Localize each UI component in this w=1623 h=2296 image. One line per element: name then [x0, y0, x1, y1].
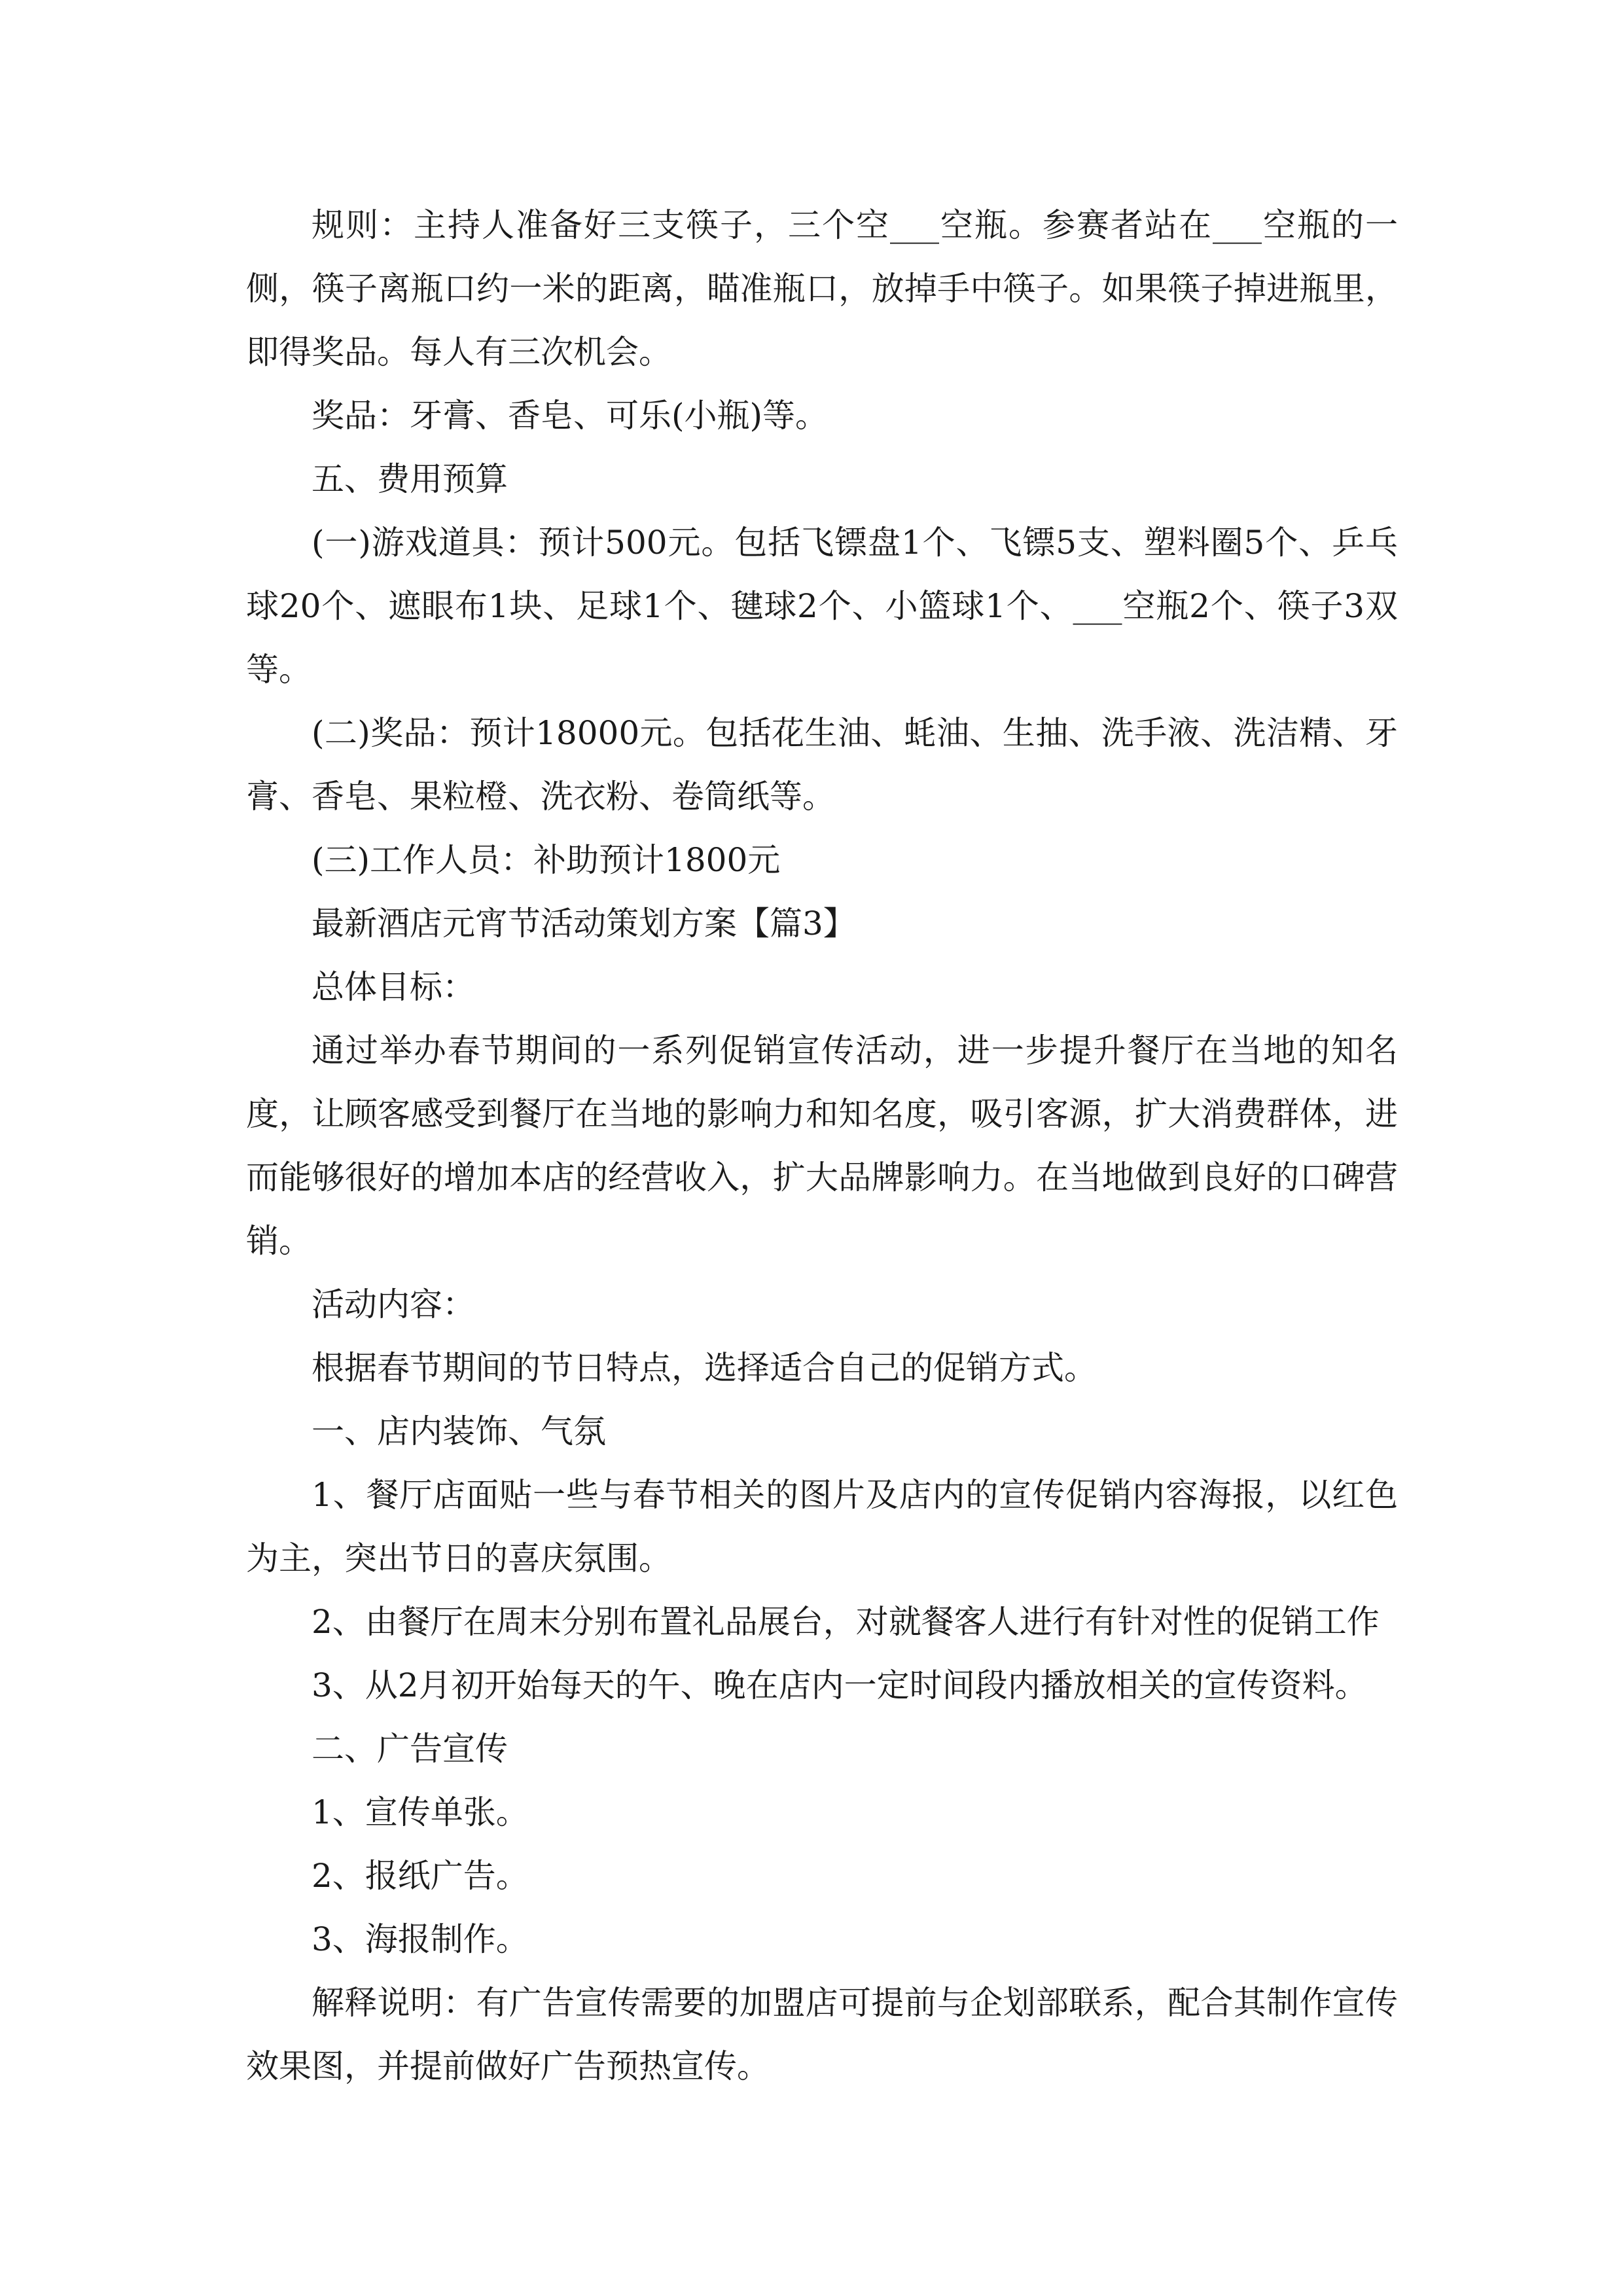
- heading-activity-content: 活动内容：: [312, 1285, 475, 1323]
- heading-store-decoration: 一、店内装饰、气氛: [312, 1412, 606, 1450]
- list-item-advertising-2: 2、报纸广告。: [312, 1857, 529, 1895]
- heading-budget: 五、费用预算: [312, 460, 508, 498]
- heading-overall-goal: 总体目标：: [312, 968, 475, 1006]
- list-item-decoration-2: 2、由餐厅在周末分别布置礼品展台，对就餐客人进行有针对性的促销工作: [312, 1603, 1380, 1641]
- list-item-advertising-3: 3、海报制作。: [312, 1920, 529, 1958]
- list-item-decoration-1: 1、餐厅店面贴一些与春节相关的图片及店内的宣传促销内容海报，以红色为主，突出节日的喜庆氛围。: [246, 1476, 1398, 1577]
- paragraph-overall-goal: 通过举办春节期间的一系列促销宣传活动，进一步提升餐厅在当地的知名度，让顾客感受到餐厅在当地的影响力和知名度，吸引客源，扩大消费群体，进而能够很好的增加本店的经营收入，扩大品牌影响力。在当地做到良好的口碑营销。: [246, 1031, 1398, 1260]
- paragraph-activity-intro: 根据春节期间的节日特点，选择适合自己的促销方式。: [312, 1349, 1097, 1387]
- heading-advertising: 二、广告宣传: [312, 1730, 508, 1768]
- paragraph-explanation: 解释说明：有广告宣传需要的加盟店可提前与企划部联系，配合其制作宣传效果图，并提前做好广告预热宣传。: [246, 1984, 1398, 2085]
- paragraph-game-rules: 规则：主持人准备好三支筷子，三个空___空瓶。参赛者站在___空瓶的一侧，筷子离瓶口约一米的距离，瞄准瓶口，放掉手中筷子。如果筷子掉进瓶里，即得奖品。每人有三次机会。: [246, 206, 1398, 371]
- paragraph-budget-prizes: (二)奖品：预计18000元。包括花生油、蚝油、生抽、洗手液、洗洁精、牙膏、香皂、果粒橙、洗衣粉、卷筒纸等。: [246, 714, 1398, 816]
- list-item-advertising-1: 1、宣传单张。: [312, 1793, 529, 1831]
- paragraph-budget-props: (一)游戏道具：预计500元。包括飞镖盘1个、飞镖5支、塑料圈5个、乒乓球20个、遮眼布1块、足球1个、毽球2个、小篮球1个、___空瓶2个、筷子3双等。: [246, 524, 1398, 689]
- section-title-part3: 最新酒店元宵节活动策划方案【篇3】: [312, 905, 856, 942]
- paragraph-budget-staff: (三)工作人员：补助预计1800元: [312, 841, 781, 879]
- list-item-decoration-3: 3、从2月初开始每天的午、晚在店内一定时间段内播放相关的宣传资料。: [312, 1666, 1368, 1704]
- paragraph-prizes: 奖品：牙膏、香皂、可乐(小瓶)等。: [312, 397, 829, 435]
- document-body: [246, 194, 1398, 2098]
